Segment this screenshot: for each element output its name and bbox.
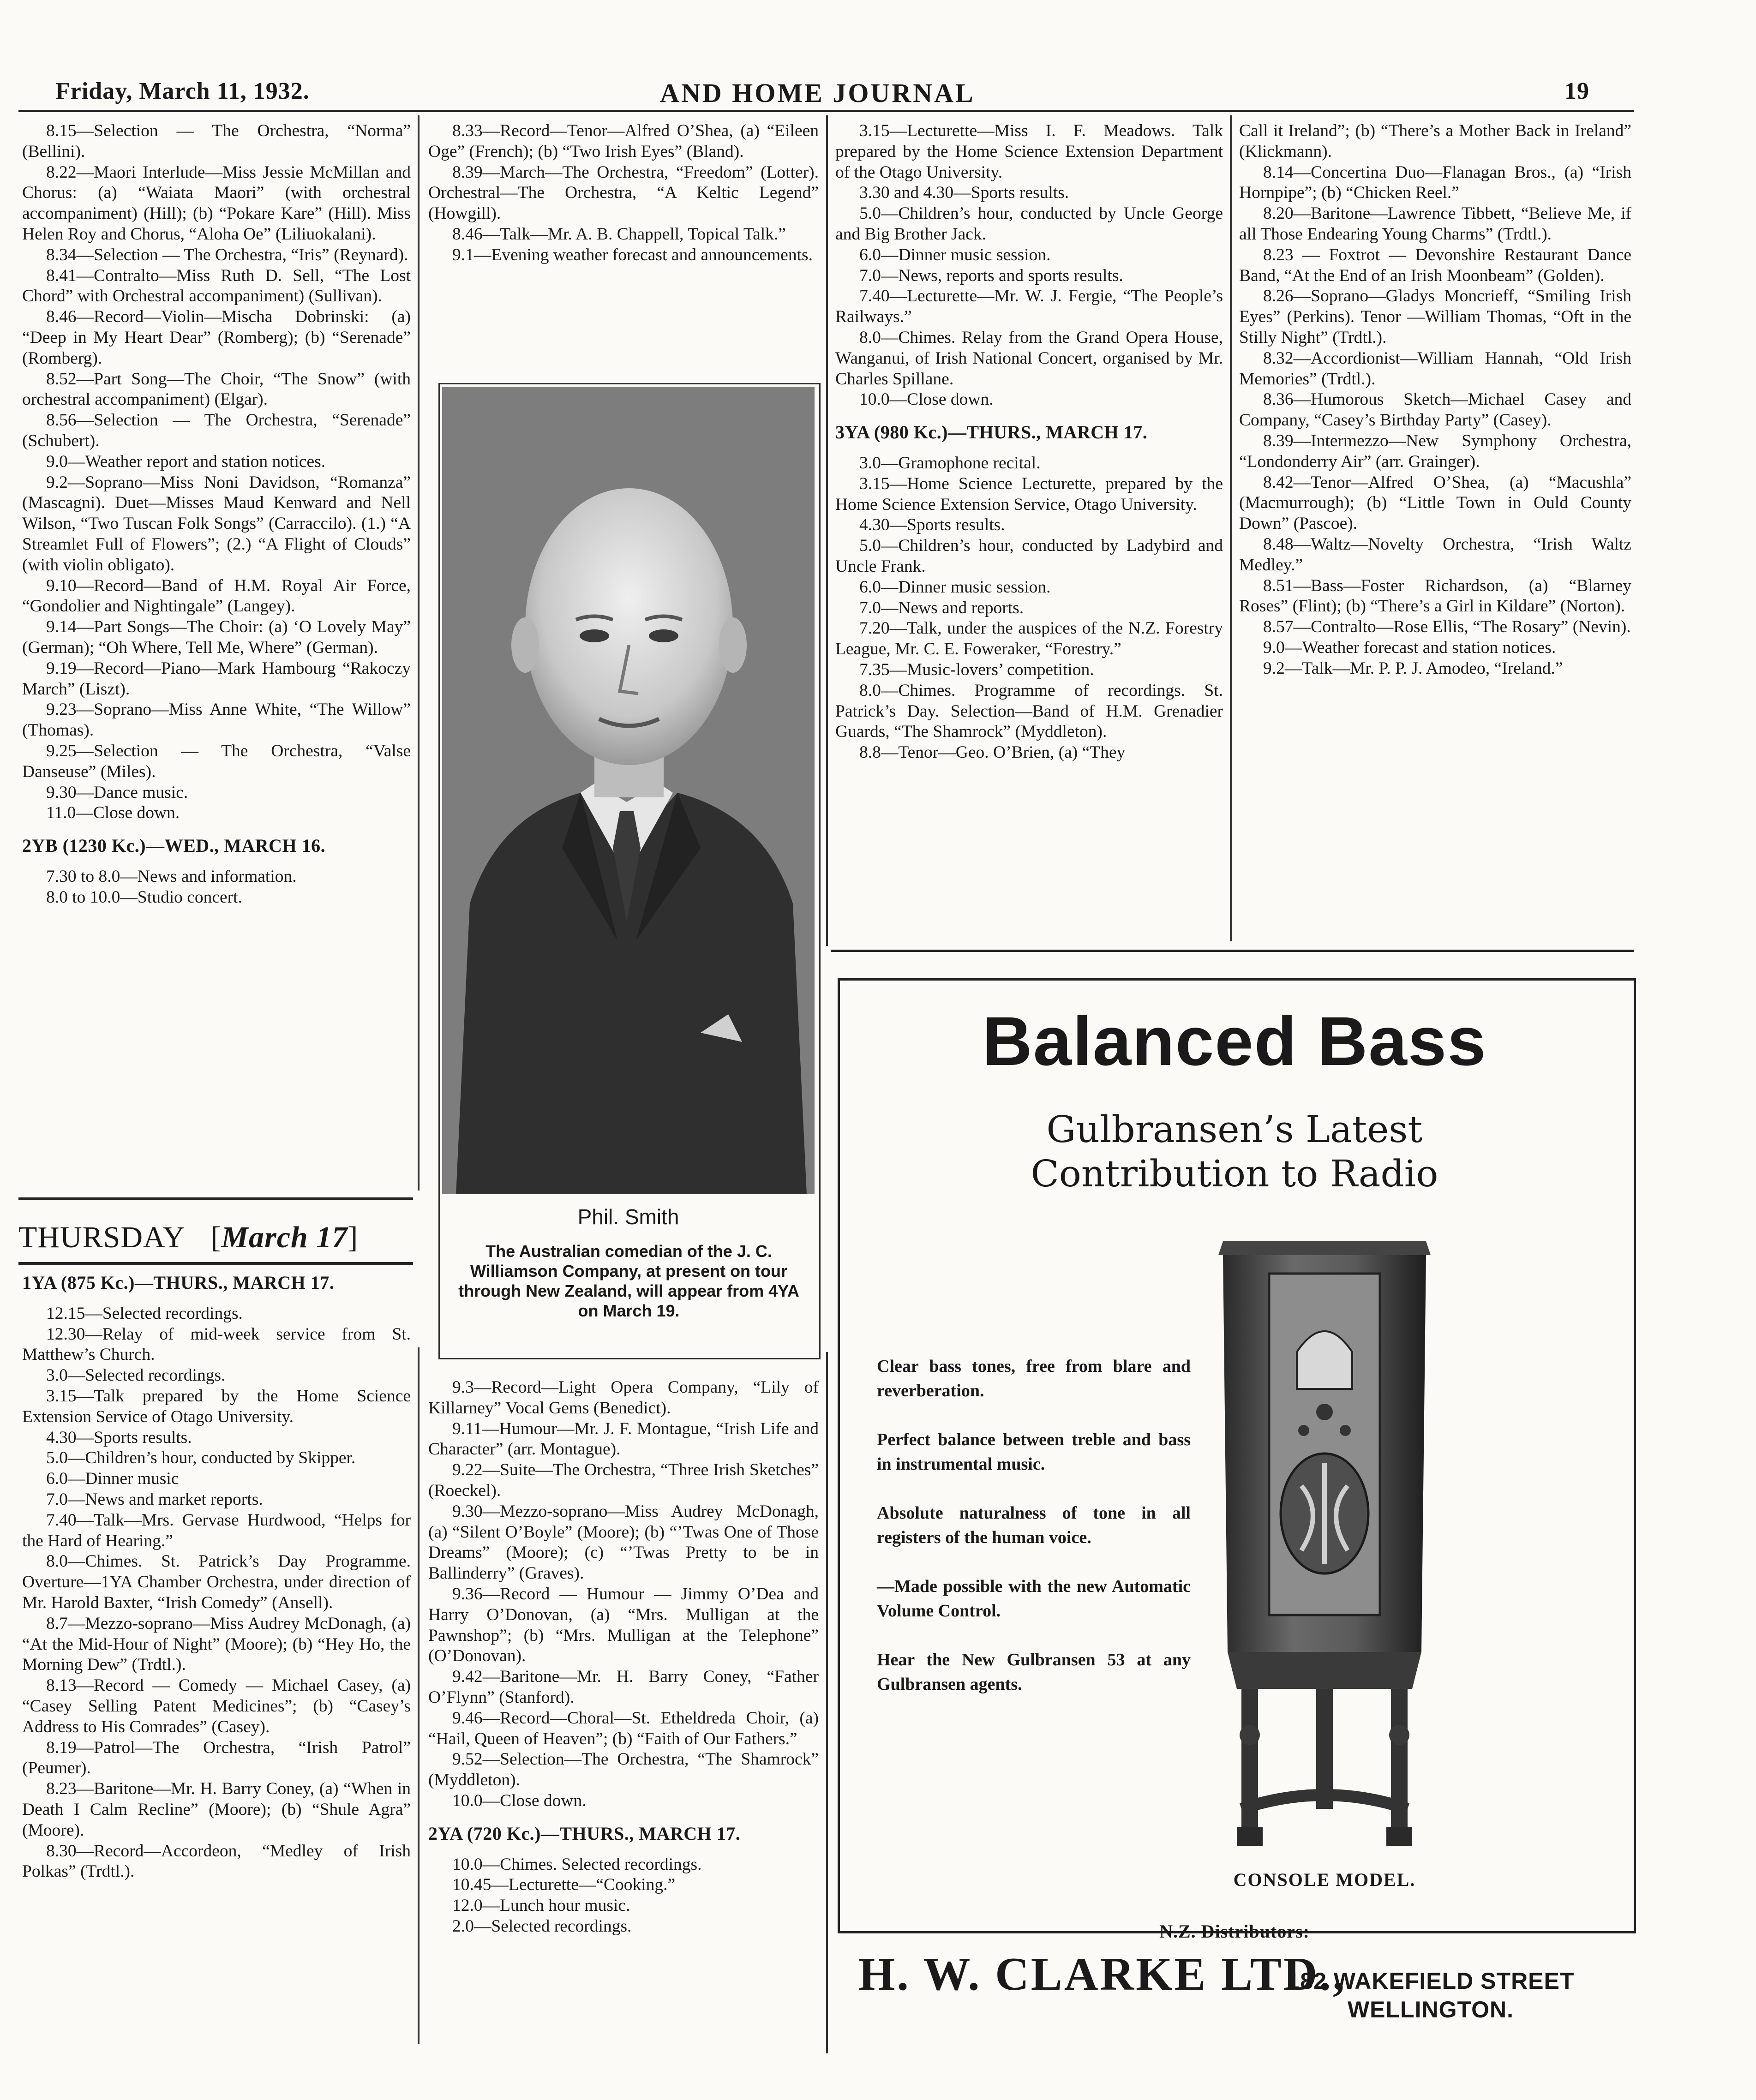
program-entry: 9.52—Selection—The Orchestra, “The Shamrock” (Myddleton). [428,1750,819,1790]
column-4 [1239,121,1631,679]
station-heading-2yb: 2YB (1230 Kc.)—WED., MARCH 16. [22,835,326,856]
ad-point: Absolute naturalness of tone in all registers of the human voice. [877,1503,1191,1547]
program-entry: 9.19—Record—Piano—Mark Hambourg “Rakoczy March” (Liszt). [22,658,411,699]
program-entry: 8.26—Soprano—Gladys Moncrieff, “Smiling Irish Eyes” (Perkins). Tenor —William Thomas, “Oft in the Stilly Night” (Trdtl.). [1239,287,1631,347]
portrait-illustration [442,387,815,1194]
program-entry: 8.46—Talk—Mr. A. B. Chappell, Topical Talk.” [452,224,786,244]
thursday-date: March 17 [221,1221,348,1254]
program-entry: 8.22—Maori Interlude—Miss Jessie McMillan and Chorus: (a) “Waiata Maori” (with orchestral accompaniment) (Hill); (b) “Pokare Kare” (Hill). Miss Helen Roy and Chorus, “Aloha Oe” (Liliuokalani). [22,162,411,244]
program-entry: 3.15—Talk prepared by the Home Science Extension Service of Otago University. [22,1386,411,1426]
program-entry: 7.40—Talk—Mrs. Gervase Hurdwood, “Helps for the Hard of Hearing.” [22,1510,411,1550]
program-entry: 6.0—Dinner music session. [859,577,1051,597]
column-1 [22,121,411,908]
distributors-label: N.Z. Distributors: [1159,1921,1310,1942]
program-entry: 9.30—Mezzo-soprano—Miss Audrey McDonagh, (a) “Silent O’Boyle” (Moore); (b) “’Twas One of Those Dreams” (Moore); (c) “’Twas Pretty to be in Ballinderry” (Graves). [428,1502,819,1583]
program-entry: 3.30 and 4.30—Sports results. [859,183,1069,203]
page-number: 19 [1564,78,1589,104]
program-entry: 10.45—Lecturette—“Cooking.” [452,1875,676,1895]
ad-subtitle-line-2: Contribution to Radio [1031,1152,1438,1195]
program-entry: 8.51—Bass—Foster Richardson, (a) “Blarney Roses” (Flint); (b) “There’s a Girl in Kildare” (Norton). [1239,576,1631,616]
program-entry: 6.0—Dinner music [46,1469,179,1489]
thursday-banner: THURSDAY [March 17] [18,1221,359,1254]
station-heading-3ya: 3YA (980 Kc.)—THURS., MARCH 17. [835,422,1148,443]
journal-title: AND HOME JOURNAL [660,78,975,108]
program-entry: 6.0—Dinner music session. [859,245,1051,264]
program-entry: 8.23—Baritone—Mr. H. Barry Coney, (a) “When in Death I Calm Recline” (Moore); (b) “Shule Agra” (Moore). [22,1779,411,1840]
program-entry: 9.3—Record—Light Opera Company, “Lily of Killarney” Vocal Gems (Benedict). [428,1378,819,1418]
ad-point: —Made possible with the new Automatic Volume Control. [877,1577,1191,1621]
address-line-1: 182 WAKEFIELD STREET [1287,1968,1575,1994]
program-entry: 8.30—Record—Accordeon, “Medley of Irish Polkas” (Trdtl.). [22,1841,411,1881]
program-entry: 9.22—Suite—The Orchestra, “Three Irish Sketches” (Roeckel). [428,1460,819,1500]
program-entry: 9.0—Weather report and station notices. [46,452,326,471]
program-entry: 9.25—Selection — The Orchestra, “Valse Danseuse” (Miles). [22,741,411,781]
column-rule-3 [1230,115,1232,941]
photo-caption: The Australian comedian of the J. C. Williamson Company, at present on tour through New Zealand, will appear from 4YA on March 19. [458,1242,799,1320]
program-entry: 11.0—Close down. [46,803,180,823]
program-entry: 9.42—Baritone—Mr. H. Barry Coney, “Father O’Flynn” (Stanford). [428,1667,819,1707]
portrait-photo [442,387,815,1194]
address-line-2: WELLINGTON. [1347,1997,1514,2022]
program-entry: 9.1—Evening weather forecast and announcements. [452,245,813,264]
program-entry: 7.20—Talk, under the auspices of the N.Z. Forestry League, Mr. C. E. Foweraker, “Forestry.” [835,619,1223,659]
photo-name: Phil. Smith [577,1205,679,1229]
program-entry: 5.0—Children’s hour, conducted by Skipper. [46,1448,356,1468]
ad-body [877,1354,1191,1721]
program-entry: 12.0—Lunch hour music. [452,1896,630,1915]
program-entry: 3.0—Selected recordings. [46,1366,226,1385]
program-entry: 7.0—News and reports. [859,598,1024,617]
ad-subtitle-line-1: Gulbransen’s Latest [1046,1108,1423,1151]
page-date: Friday, March 11, 1932. [55,78,310,104]
program-entry: 8.52—Part Song—The Choir, “The Snow” (with orchestral accompaniment) (Elgar). [22,369,411,409]
console-model-label: CONSOLE MODEL. [1233,1869,1416,1890]
program-entry-continuation: Call it Ireland”; (b) “There’s a Mother Back in Ireland” (Klickmann). [1239,121,1631,161]
thursday-rule-bottom [18,1262,413,1265]
station-heading-1ya: 1YA (875 Kc.)—THURS., MARCH 17. [22,1272,335,1293]
program-entry: 12.30—Relay of mid-week service from St. Matthew’s Church. [22,1324,411,1364]
program-entry: 10.0—Chimes. Selected recordings. [452,1855,702,1874]
column-rule-2b [826,1352,828,2053]
program-entry: 8.19—Patrol—The Orchestra, “Irish Patrol” (Peumer). [22,1738,411,1778]
ad-subtitle [838,1107,1631,1196]
program-entry: 12.15—Selected recordings. [46,1304,243,1323]
ad-point: Clear bass tones, free from blare and reverberation. [877,1357,1191,1400]
company-name: H. W. CLARKE LTD., [858,1948,1347,2000]
program-entry: 8.32—Accordionist—William Hannah, “Old Irish Memories” (Trdtl.). [1239,348,1631,389]
program-entry: 4.30—Sports results. [859,515,1005,535]
company-address [1241,1967,1620,2024]
program-entry: 8.15—Selection — The Orchestra, “Norma” (Bellini). [22,121,411,161]
ad-title: Balanced Bass [982,1002,1487,1080]
program-entry: 8.48—Waltz—Novelty Orchestra, “Irish Waltz Medley.” [1239,534,1631,574]
program-entry: 8.46—Record—Violin—Mischa Dobrinski: (a) “Deep in My Heart Dear” (Romberg); (b) “Serenade” (Romberg). [22,307,411,368]
program-entry: 7.0—News, reports and sports results. [859,266,1123,285]
program-entry: 7.0—News and market reports. [46,1490,263,1509]
program-entry: 8.0—Chimes. Relay from the Grand Opera House, Wanganui, of Irish National Concert, organised by Mr. Charles Spillane. [835,328,1223,389]
column-2-bottom [428,1377,819,1937]
program-entry: 7.40—Lecturette—Mr. W. J. Fergie, “The People’s Railways.” [835,287,1223,327]
program-entry: 10.0—Close down. [859,390,994,409]
program-entry: 5.0—Children’s hour, conducted by Uncle George and Big Brother Jack. [835,204,1223,244]
program-entry: 4.30—Sports results. [46,1428,192,1447]
program-entry: 2.0—Selected recordings. [452,1916,632,1936]
program-entry: 9.14—Part Songs—The Choir: (a) ‘O Lovely May” (German); “Oh Where, Tell Me, Where” (German). [22,617,411,657]
program-entry: 9.2—Talk—Mr. P. P. J. Amodeo, “Ireland.” [1263,658,1563,678]
column-rule-1b [418,1347,420,2044]
program-entry: 8.8—Tenor—Geo. O’Brien, (a) “They [859,743,1126,762]
program-entry: 9.46—Record—Choral—St. Etheldreda Choir, (a) “Hail, Queen of Heaven”; (b) “Faith of Our Fathers.” [428,1708,819,1748]
program-entry: 8.39—Intermezzo—New Symphony Orchestra, “Londonderry Air” (arr. Grainger). [1239,431,1631,471]
program-entry: 7.35—Music-lovers’ competition. [859,660,1094,679]
header-rule [18,110,1634,112]
program-entry: 9.11—Humour—Mr. J. F. Montague, “Irish Life and Character” (arr. Montague). [428,1419,819,1459]
ad-point: Perfect balance between treble and bass in instrumental music. [877,1430,1191,1474]
program-entry: 8.0 to 10.0—Studio concert. [46,887,242,907]
station-heading-2ya: 2YA (720 Kc.)—THURS., MARCH 17. [428,1823,741,1844]
program-entry: 10.0—Close down. [452,1791,587,1810]
thursday-rule-top [18,1197,413,1200]
column-2-top [428,121,819,266]
program-entry: 9.23—Soprano—Miss Anne White, “The Willow” (Thomas). [22,700,411,740]
program-entry: 8.36—Humorous Sketch—Michael Casey and Company, “Casey’s Birthday Party” (Casey). [1239,390,1631,430]
radio-console-image [1209,1237,1440,1860]
program-entry: 8.33—Record—Tenor—Alfred O’Shea, (a) “Eileen Oge” (French); (b) “Two Irish Eyes” (Bland). [428,121,819,161]
radio-console-icon [1209,1237,1440,1860]
program-entry: 5.0—Children’s hour, conducted by Ladybird and Uncle Frank. [835,536,1223,576]
program-entry: 8.56—Selection — The Orchestra, “Serenade” (Schubert). [22,411,411,450]
program-entry: 9.36—Record — Humour — Jimmy O’Dea and Harry O’Donovan, (a) “Mrs. Mulligan at the Pawnshop”; (b) “Mrs. Mulligan at the Telephone” (O’Donovan). [428,1584,819,1666]
program-entry: 8.0—Chimes. St. Patrick’s Day Programme. Overture—1YA Chamber Orchestra, under direction of Mr. Harold Baxter, “Irish Comedy” (Ansell). [22,1552,411,1612]
ad-top-rule [831,950,1634,952]
column-rule-2 [826,115,828,946]
program-entry: 8.13—Record — Comedy — Michael Casey, (a) “Casey Selling Patent Medicines”; (b) “Casey’s Address to His Comrades” (Casey). [22,1676,411,1736]
program-entry: 9.0—Weather forecast and station notices. [1263,638,1556,657]
program-entry: 8.42—Tenor—Alfred O’Shea, (a) “Macushla” (Macmurrough); (b) “Little Town in Ould County Down” (Pascoe). [1239,473,1631,533]
program-entry: 3.15—Home Science Lecturette, prepared by the Home Science Extension Service, Otago University. [835,474,1223,514]
program-entry: 8.34—Selection — The Orchestra, “Iris” (Reynard). [46,245,408,264]
thursday-day: THURSDAY [18,1221,184,1254]
program-entry: 8.41—Contralto—Miss Ruth D. Sell, “The Lost Chord” with Orchestral accompaniment) (Sullivan). [22,266,411,306]
program-entry: 9.30—Dance music. [46,783,188,802]
program-entry: 8.23 — Foxtrot — Devonshire Restaurant Dance Band, “At the End of an Irish Moonbeam” (Golden). [1239,245,1631,285]
program-entry: 8.0—Chimes. Programme of recordings. St. Patrick’s Day. Selection—Band of H.M. Grenadier Guards, “The Shamrock” (Myddleton). [835,681,1223,742]
program-entry: 8.20—Baritone—Lawrence Tibbett, “Believe Me, if all Those Endearing Young Charms” (Trdtl.). [1239,204,1631,244]
program-entry: 3.15—Lecturette—Miss I. F. Meadows. Talk prepared by the Home Science Extension Department of the Otago University. [835,121,1223,182]
program-entry: 8.57—Contralto—Rose Ellis, “The Rosary” (Nevin). [1263,617,1631,637]
ad-point: Hear the New Gulbransen 53 at any Gulbransen agents. [877,1650,1191,1694]
program-entry: 8.39—March—The Orchestra, “Freedom” (Lotter). Orchestral—The Orchestra, “A Keltic Legend” (Howgill). [428,162,819,223]
column-3 [835,121,1223,763]
program-entry: 3.0—Gramophone recital. [859,453,1041,473]
column-1-thursday [22,1273,411,1882]
column-rule-1 [418,115,420,1191]
program-entry: 7.30 to 8.0—News and information. [46,867,297,886]
program-entry: 8.14—Concertina Duo—Flanagan Bros., (a) “Irish Hornpipe”; (b) “Chicken Reel.” [1239,162,1631,203]
program-entry: 9.10—Record—Band of H.M. Royal Air Force, “Gondolier and Nightingale” (Langey). [22,576,411,616]
program-entry: 9.2—Soprano—Miss Noni Davidson, “Romanza” (Mascagni). Duet—Misses Maud Kenward and Nell Wilson, “Two Tuscan Folk Songs” (Carraccilo). (1.) “A Streamlet Full of Flowers”; (2.) “A Flight of Clouds” (with violin obligato). [22,473,411,574]
program-entry: 8.7—Mezzo-soprano—Miss Audrey McDonagh, (a) “At the Mid-Hour of Night” (Moore); (b) “Hey Ho, the Morning Dew” (Trdtl.). [22,1614,411,1675]
